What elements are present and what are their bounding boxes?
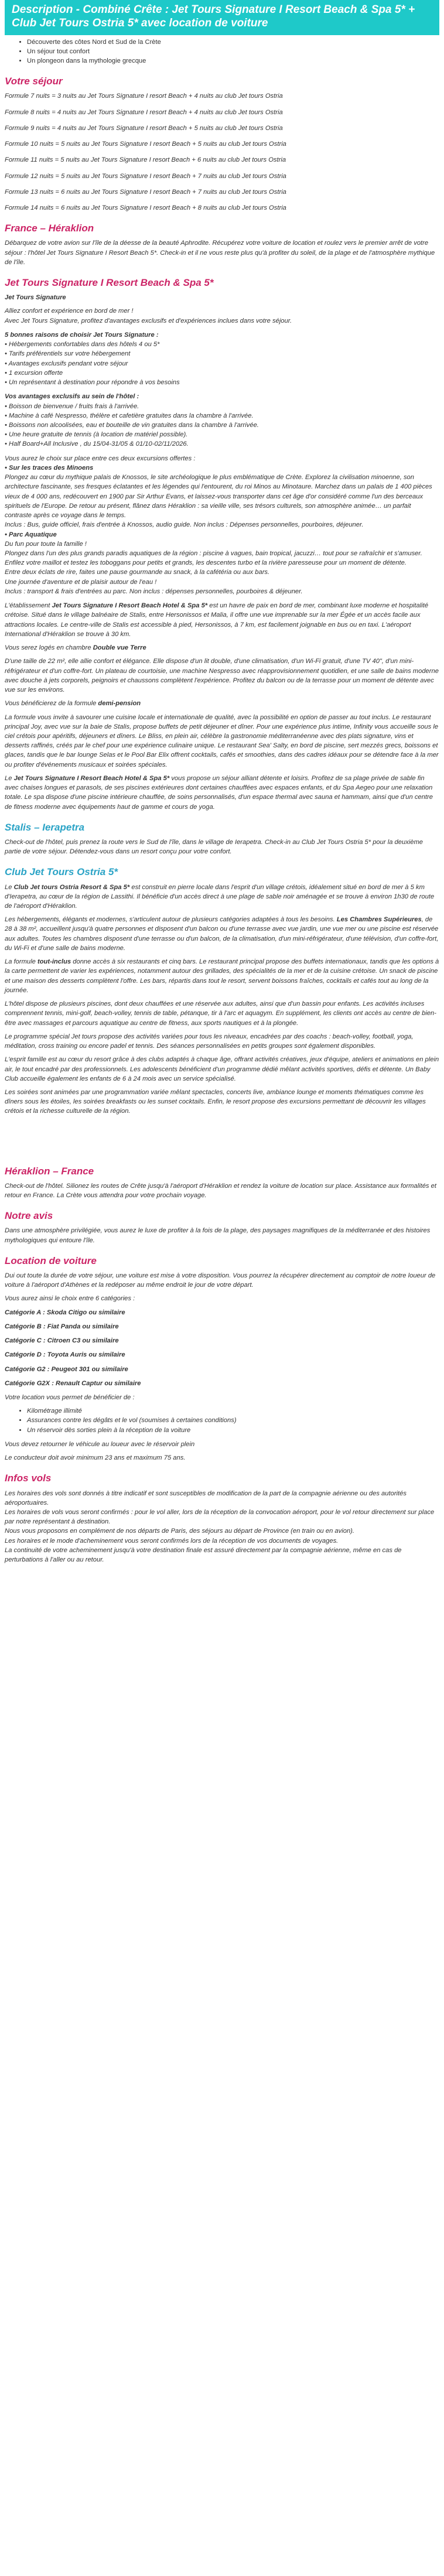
- list-item: • Kilométrage illimité: [27, 1406, 439, 1416]
- formula-pre: Vous bénéficierez de la formule: [5, 700, 98, 708]
- hotel-pre: L'établissement: [5, 602, 52, 610]
- formula-type: [5, 699, 439, 708]
- reason-item: • Hébergements confortables dans des hôtels 4 ou 5*: [5, 341, 160, 349]
- advantages-title: Vos avantages exclusifs au sein de l'hôtel :: [5, 393, 139, 401]
- formules-list: [5, 91, 439, 213]
- excursion-line: Plongez dans l'un des plus grands paradis aquatiques de la région : piscine à vagues, bain tropical, jacuzzi… tout pour se rafraîchir et s'amuser.: [5, 550, 422, 558]
- formule-item: Formule 10 nuits = 5 nuits au Jet Tours Signature I resort Beach + 5 nuits au club Jet tours Ostria: [5, 141, 286, 148]
- section-title-stalis: Stalis – Ierapetra: [5, 821, 85, 833]
- excursion-line: Du fun pour toute la famille !: [5, 540, 87, 548]
- signature-reasons: [5, 330, 439, 387]
- category-item: Catégorie A : Skoda Citigo ou similaire: [5, 1309, 125, 1316]
- ostria-p3-pre: La formule: [5, 958, 37, 966]
- info-line: Nous vous proposons en complément de nos départs de Paris, des séjours au départ de Province (en train ou en avion).: [5, 1528, 355, 1535]
- info-line: La continuité de votre acheminement jusqu'à votre destination finale est assuré directement par la compagnie aérienne, même en cas de perturbations à l'aller ou au retour.: [5, 1546, 402, 1564]
- excursion-line: Enfilez votre maillot et testez les toboggans pour petits et grands, les descentes turbo et la rivière paresseuse pour un moment de détente.: [5, 559, 407, 567]
- excursion-text: Plongez au cœur du mythique palais de Knossos, le site archéologique le plus emblématique de Crète. Explorez la civilisation minoenne, son architecture fascinante, ses fresques éclatantes et les légendes qui l'entourent, du roi Minos au Minotaure. Marchez dans un palais de 1 400 pièces vieux de 4 000 ans, redécouvert en 1900 par Sir Arthur Evans, et laissez-vous transporter dans cet âge d'or considéré comme l'un des berceaux spirituels de l'Europe. De retour au présent, flânez dans Héraklion : sa vieille ville, ses trésors culturels, son atmosphère animée… un parfait contraste après ce voyage dans le temps.: [5, 474, 432, 520]
- retour-text: Check-out de l'hôtel. Silionez les routes de Crête jusqu'à l'aéroport d'Héraklion et rendez la voiture de location sur place. Assistance aux formalités et retour en France. La Crète vous attendra pour votre prochain voyage.: [5, 1182, 436, 1200]
- stalis-text: Check-out de l'hôtel, puis prenez la route vers le Sud de l'île, dans le village de Ierapetra. Check-in au Club Jet Tours Ostria 5* pour la deuxième partie de votre séjour. Détendez-vous dans un resort conçu pour votre confort.: [5, 838, 423, 856]
- signature-intro: [5, 306, 439, 325]
- ostria-rooms: Les Chambres Supérieures: [336, 916, 422, 924]
- excursion-title: • Parc Aquatique: [5, 531, 57, 538]
- section-title-avis: Notre avis: [5, 1210, 53, 1222]
- location-benefit: Votre location vous permet de bénéficier de :: [5, 1394, 135, 1402]
- signature-subtitle: Jet Tours Signature: [5, 294, 66, 302]
- formule-item: Formule 7 nuits = 3 nuits au Jet Tours Signature I resort Beach + 4 nuits au club Jet tours Ostria: [5, 93, 283, 100]
- category-item: Catégorie D : Toyota Auris ou similaire: [5, 1351, 125, 1359]
- reason-item: • Avantages exclusifs pendant votre séjour: [5, 360, 128, 367]
- intro-line: Avec Jet Tours Signature, profitez d'avantages exclusifs et d'expériences inclues dans votre séjour.: [5, 317, 292, 324]
- formule-item: Formule 12 nuits = 5 nuits au Jet Tours Signature I resort Beach + 7 nuits au club Jet tours Ostria: [5, 172, 286, 180]
- info-line: Les horaires de vols vous seront confirmés : pour le vol aller, lors de la réception de la convocation aéroport, pour le vol retour directement sur place par notre représentant à destination.: [5, 1508, 435, 1526]
- category-item: Catégorie C : Citroen C3 ou similaire: [5, 1337, 119, 1345]
- reason-item: • Tarifs préférentiels sur votre hébergement: [5, 350, 131, 358]
- section-title-signature: Jet Tours Signature I Resort Beach & Spa 5*: [5, 277, 214, 289]
- room-type: [5, 643, 439, 652]
- room-pre: Vous serez logés en chambre: [5, 644, 93, 652]
- category-item: Catégorie G2 : Peugeot 301 ou similaire: [5, 1365, 128, 1373]
- excursion-included: Inclus : Bus, guide officiel, frais d'entrée à Knossos, audio guide. Non inclus : Dépenses personnelles, pourboires, déjeuner.: [5, 521, 364, 529]
- benefits-list: [5, 1406, 439, 1435]
- infos-lines: [5, 1489, 439, 1565]
- reason-item: • 1 excursion offerte: [5, 369, 63, 377]
- banner-title: Description - Combiné Crête : Jet Tours Signature I Resort Beach & Spa 5* + Club Jet Tours Ostria 5* avec location de voiture: [12, 4, 415, 29]
- reason-item: • Un représentant à destination pour répondre à vos besoins: [5, 379, 180, 387]
- spa-text: [5, 774, 439, 812]
- signature-excursions: [5, 454, 439, 597]
- ostria-p3-post: donne accès à six restaurants et cinq bars. Le restaurant principal propose des buffets internationaux, tandis que les options à la carte permettent de varier les expériences, notamment autour des grillades, des spécialités de la mer et de la cuisine crétoise. Un snack de piscine et une maison des desserts complètent l'offre. Les bars, répartis dans tout le resort, servent boissons fraîches, cocktails et cafés tout au long de la journée.: [5, 958, 439, 994]
- ostria-formula: tout-inclus: [37, 958, 71, 966]
- spa-name: Jet Tours Signature I Resort Beach Hotel & Spa 5*: [13, 774, 170, 782]
- intro-line: Alliez confort et expérience en bord de mer !: [5, 308, 134, 315]
- room-name: Double vue Terre: [93, 644, 146, 652]
- section-title-location: Location de voiture: [5, 1255, 97, 1266]
- categories-list: [5, 1308, 439, 1388]
- ostria-p4: L'hôtel dispose de plusieurs piscines, dont deux chauffées et une réservée aux adultes, ainsi que d'un bassin pour enfants. Les activités incluses comprennent tennis, mini-golf, beach-volley, tennis de table, pétanque, tir à l'arc et aquagym. En supplément, les clients ont accès au centre de bien-être avec massages et parcours aquatique au centre de fitness, aux sports nautiques et à la plongée.: [5, 1000, 436, 1027]
- location-intro: Dui out toute la durée de votre séjour, une voiture est mise à votre disposition. Vous pourrez la récupérer directement au comptoir de notre loueur de voiture à l'aéroport d'Athènes et la redéposer au même endroit le jour de votre départ.: [5, 1272, 436, 1289]
- section-title-infos: Infos vols: [5, 1473, 52, 1484]
- ostria-p7: Les soirées sont animées par une programmation variée mêlant spectacles, concerts live, ambiance lounge et moments thématiques comme les dîners sous les étoiles, les soirées breakfasts ou les sunset cocktails. Enfin, le resort propose des excursions permettant de découvrir les villages crétois et la richesse culturelle de la région.: [5, 1088, 426, 1115]
- advantage-item: • Une heure gratuite de tennis (à location de matériel possible).: [5, 431, 188, 439]
- heraklion-text: Débarquez de votre avion sur l'île de la déesse de la beauté Aphrodite. Récupérez votre voiture de location et roulez vers le premier arrêt de votre séjour : l'hôtel Jet Tours Signature I Resort Beach 5*. Check-in et il ne vous reste plus qu'à profiter du soleil, de la plage et de l'atmosphère mythique de l'île.: [5, 240, 435, 266]
- signature-advantages: [5, 392, 439, 449]
- section-title-sejour: Votre séjour: [5, 76, 63, 87]
- spa-pre: Le: [5, 774, 14, 782]
- formule-item: Formule 14 nuits = 6 nuits au Jet Tours Signature I resort Beach + 8 nuits au club Jet tours Ostria: [5, 204, 286, 212]
- section-title-retour: Héraklion – France: [5, 1165, 94, 1177]
- excursion-line: Une journée d'aventure et de plaisir autour de l'eau !: [5, 578, 157, 586]
- list-item: • Un séjour tout confort: [27, 47, 439, 56]
- ostria-name: Club Jet tours Ostria Resort & Spa 5*: [13, 883, 130, 891]
- list-item: • Un plongeon dans la mythologie grecque: [27, 56, 439, 66]
- spa-post: vous propose un séjour alliant détente et loisirs. Profitez de sa plage privée de sable fin avec chaises longues et parasols, de ses piscines extérieures dont certaines chauffées avec espaces enfants, et du Spa Aegeo pour une relaxation totale. Le spa dispose d'une piscine intérieure chauffée, de soins personnalisés, d'un espace thermal avec sauna et hammam, ainsi que d'un centre de fitness moderne avec équipements haut de gamme et cours de yoga.: [5, 774, 433, 811]
- formula-name: demi-pension: [98, 700, 141, 708]
- section-title-heraklion: France – Héraklion: [5, 223, 94, 234]
- info-line: Les horaires et le mode d'acheminement vous seront confirmés lors de la réception de vos documents de voyages.: [5, 1537, 339, 1545]
- advantage-item: • Half Board+All Inclusive , du 15/04-31/05 & 01/10-02/11/2026.: [5, 440, 189, 448]
- ostria-p1-pre: Le: [5, 883, 14, 891]
- avis-text: Dans une atmosphère privilégiée, vous aurez le luxe de profiter à la fois de la plage, des paysages magnifiques de la méditerranée et des histoires mythologiques qui entoure l'île.: [5, 1227, 431, 1244]
- list-item: • Un réservoir dès sorties plein à la réception de la voiture: [27, 1426, 439, 1435]
- hotel-description: [5, 601, 439, 639]
- hotel-name: Jet Tours Signature I Resort Beach Hotel & Spa 5*: [52, 602, 208, 610]
- section-title-ostria: Club Jet Tours Ostria 5*: [5, 866, 118, 878]
- formule-item: Formule 13 nuits = 6 nuits au Jet Tours Signature I resort Beach + 7 nuits au club Jet tours Ostria: [5, 188, 286, 196]
- location-age: Le conducteur doit avoir minimum 23 ans et maximum 75 ans.: [5, 1454, 186, 1462]
- formule-item: Formule 8 nuits = 4 nuits au Jet Tours Signature I resort Beach + 4 nuits au club Jet tours Ostria: [5, 108, 283, 116]
- hotel-post: est un havre de paix en bord de mer, combinant luxe moderne et hospitalité crétoise. Situé dans le village balnéaire de Stalis, entre Hersonissos et Malia, il offre une vue imprenable sur la mer Égée et un accès facile aux attractions locales. Le centre-ville de Stalis est accessible à pied, Hersonissos, à 7 km, est facilement joignable en bus ou en taxi. L'aéroport International d'Héraklion se trouve à 30 km.: [5, 602, 429, 638]
- ostria-p1-post: est construit en pierre locale dans l'esprit d'un village crétois, idéalement situé en bord de mer à 5 km d'Ierapetra, au cœur de la région de Lassithi. Il bénéficie d'un accès direct à une plage de sable noir aménagée et se trouve à environ 1h30 de route de l'aéroport d'Héraklion.: [5, 883, 435, 910]
- list-item: • Assurances contre les dégâts et le vol (soumises à certaines conditions): [27, 1416, 439, 1425]
- formule-item: Formule 9 nuits = 4 nuits au Jet Tours Signature I resort Beach + 5 nuits au club Jet tours Ostria: [5, 124, 283, 132]
- info-line: Les horaires des vols sont donnés à titre indicatif et sont susceptibles de modification de la part de la compagnie aérienne ou des autorités aéroportuaires.: [5, 1489, 407, 1506]
- advantage-item: • Boisson de bienvenue / fruits frais à l'arrivée.: [5, 402, 139, 410]
- ostria-p1: [5, 883, 439, 911]
- ostria-p2-pre: Les hébergements, élégants et modernes, s'articulent autour de plusieurs catégories adaptées à tous les besoins.: [5, 916, 337, 924]
- excursion-line: Inclus : transport & frais d'entrées au parc. Non inclus : dépenses personnelles, pourboires & déjeuner.: [5, 587, 303, 595]
- highlights-list: [5, 37, 439, 66]
- category-item: Catégorie B : Fiat Panda ou similaire: [5, 1323, 119, 1330]
- formule-item: Formule 11 nuits = 5 nuits au Jet Tours Signature I resort Beach + 6 nuits au club Jet tours Ostria: [5, 156, 286, 164]
- room-text: D'une taille de 22 m², elle allie confort et élégance. Elle dispose d'un lit double, d'une climatisation, d'un Wi-Fi gratuit, d'une TV 40", d'un mini-réfrigérateur et d'un coffre-fort. Un plateau de courtoisie, une machine Nespresso avec réapprovisionnement quotidien, et une salle de bains moderne avec douche à jets corporels, peignoirs et chaussons complètent l'expérience. Profitez du balcon ou de la terrasse pour un moment de détente avec vue sur les environs.: [5, 658, 439, 694]
- list-item: • Découverte des côtes Nord et Sud de la Crète: [27, 37, 439, 47]
- excursion-line: Entre deux éclats de rire, faites une pause gourmande au snack, à la cafétéria ou aux bars.: [5, 569, 270, 576]
- location-return: Vous devez retourner le véhicule au loueur avec le réservoir plein: [5, 1440, 195, 1448]
- ostria-p6: L'esprit famille est au cœur du resort grâce à des clubs adaptés à chaque âge, offrant activités créatives, jeux d'équipe, ateliers et animations en plein air, le tout encadré par des professionnels. Les adolescents bénéficient d'un programme dédié mêlant activités sportives, défis et détente. Un Baby Club accueille également les enfants de 6 à 24 mois avec un service spécialisé.: [5, 1056, 439, 1082]
- ostria-p2: [5, 915, 439, 953]
- ostria-p2-post: , de 28 à 38 m², accueillent jusqu'à quatre personnes et disposent d'un balcon ou d'une terrasse avec vue jardin, une vue mer ou une piscine est réservée aux adultes. Toutes les chambres disposent d'une terrasse ou d'un balcon, de la climatisation, d'un mini-réfrigérateur, d'une télévision, d'un coffre-fort, du Wi-Fi et d'une salle de bains moderne.: [5, 916, 439, 952]
- ostria-p3: [5, 957, 439, 995]
- excursions-intro: Vous aurez le choix sur place entre ces deux excursions offertes :: [5, 455, 196, 462]
- category-item: Catégorie G2X : Renault Captur ou similaire: [5, 1379, 141, 1387]
- reasons-title: 5 bonnes raisons de choisir Jet Tours Signature :: [5, 331, 159, 339]
- advantage-item: • Boissons non alcoolisées, eau et bouteille de vin gratuites dans la chambre à l'arrivée.: [5, 421, 259, 429]
- dining-text: La formule vous invite à savourer une cuisine locale et internationale de qualité, avec la possibilité en option de passer au tout inclus. Le restaurant principal Joy, avec vue sur la baie de Stalis, propose buffets de petit déjeuner et dîner. Pour une expérience plus intime, Infinity vous accueille sous le ciel crétois pour apéritifs, déjeuners et dîners. Le Bliss, en plein air, célèbre la gastronomie méditerranéenne avec des plats signature, vins et desserts raffinés, créés par le chef pour une expérience culinaire unique. Le restaurant Sea' Salty, en bord de piscine, sert mezzés grecs, boissons et glaces, tandis que le bar lounge Selas et le Pool Bar Elix offrent cocktails, cafés et smoothies, dans des cadres idéaux pour se détendre face à la mer ou profiter d'événements musicaux et soirées spéciales.: [5, 713, 439, 768]
- location-choice: Vous aurez ainsi le choix entre 6 catégories :: [5, 1295, 135, 1303]
- excursion-title: • Sur les traces des Minoens: [5, 464, 94, 472]
- ostria-p5: Le programme spécial Jet tours propose des activités variées pour tous les niveaux, encadrées par des coachs : beach-volley, football, yoga, méditation, cross training ou encore padel et tennis. Des séances personnalisées en petits groupes sont également disponibles.: [5, 1033, 414, 1050]
- advantage-item: • Machine à café Nespresso, thélère et cafetière gratuites dans la chambre à l'arrivée.: [5, 412, 254, 419]
- description-banner: [5, 0, 439, 35]
